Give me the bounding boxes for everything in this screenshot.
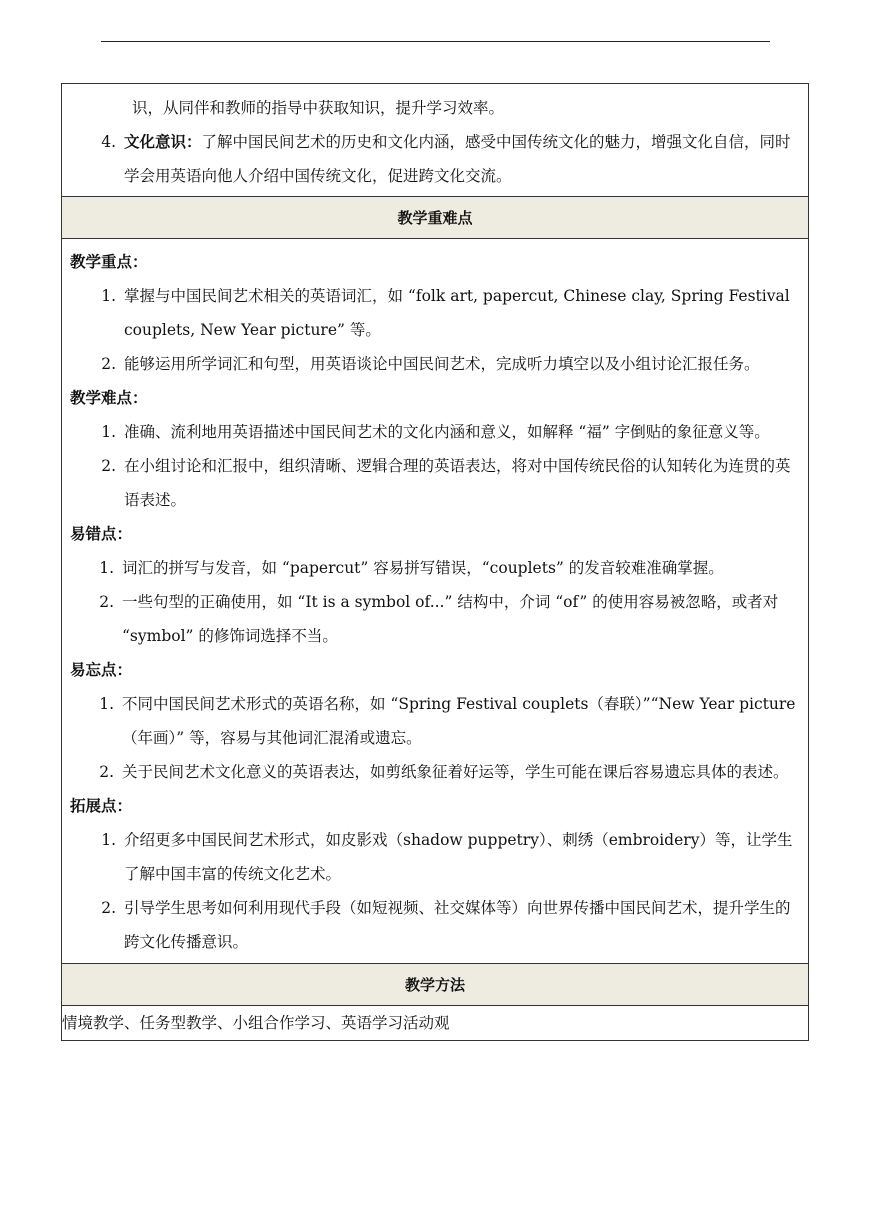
list-number: 1.: [101, 423, 116, 441]
list-text: 能够运用所学词汇和句型，用英语谈论中国民间艺术，完成听力填空以及小组讨论汇报任务。: [124, 355, 760, 373]
key-points-cell: [62, 239, 809, 964]
objective-continued-line: 识，从同伴和教师的指导中获取知识，提升学习效率。: [132, 99, 505, 117]
list-number: 1.: [99, 559, 114, 577]
group-heading: 拓展点：: [70, 796, 133, 815]
list-item: [70, 279, 800, 347]
key-points-header-row: [62, 197, 809, 239]
list-text: 关于民间艺术文化意义的英语表达，如剪纸象征着好运等，学生可能在课后容易遗忘具体的表述。: [122, 763, 789, 781]
list-item: [70, 687, 800, 755]
list-item: [70, 347, 800, 381]
objectives-row: [62, 84, 809, 197]
methods-header-row: [62, 964, 809, 1006]
group-heading: 教学重点：: [70, 252, 148, 271]
list-number: 2.: [99, 763, 114, 781]
objective-item-label: 文化意识：: [124, 132, 202, 151]
list-number: 2.: [99, 593, 114, 611]
list-text: 在小组讨论和汇报中，组织清晰、逻辑合理的英语表达，将对中国传统民俗的认知转化为连贯的英语表述。: [124, 457, 791, 509]
list-number: 1.: [101, 287, 116, 305]
list-number: 2.: [101, 457, 116, 475]
section-title: 教学重难点: [62, 197, 809, 239]
list-item: [70, 449, 800, 517]
methods-content: 情境教学、任务型教学、小组合作学习、英语学习活动观: [62, 1006, 809, 1041]
list-number: 4.: [101, 133, 116, 151]
list-item: [70, 585, 800, 653]
list-item: [70, 891, 800, 959]
objective-item-4: [70, 125, 800, 193]
list-text: 不同中国民间艺术形式的英语名称，如 “Spring Festival couplets（春联）”“New Year picture（年画）” 等，容易与其他词汇混淆或遗忘。: [122, 695, 796, 747]
key-points-row: [62, 239, 809, 964]
list-text: 准确、流利地用英语描述中国民间艺术的文化内涵和意义，如解释 “福” 字倒贴的象征意义等。: [124, 423, 770, 441]
lesson-plan-table: [61, 83, 809, 1041]
list-text: 介绍更多中国民间艺术形式，如皮影戏（shadow puppetry）、刺绣（embroidery）等，让学生了解中国丰富的传统文化艺术。: [124, 831, 793, 883]
list-number: 1.: [101, 831, 116, 849]
list-item: [70, 551, 800, 585]
objective-item-text: 了解中国民间艺术的历史和文化内涵，感受中国传统文化的魅力，增强文化自信，同时学会用英语向他人介绍中国传统文化，促进跨文化交流。: [124, 133, 791, 185]
group-heading: 易错点：: [70, 524, 133, 543]
list-text: 掌握与中国民间艺术相关的英语词汇，如 “folk art, papercut, Chinese clay, Spring Festival couplets, New Year picture” 等。: [124, 287, 790, 339]
list-text: 一些句型的正确使用，如 “It is a symbol of...” 结构中，介词 “of” 的使用容易被忽略，或者对 “symbol” 的修饰词选择不当。: [122, 593, 779, 645]
list-item: [70, 755, 800, 789]
list-text: 词汇的拼写与发音，如 “papercut” 容易拼写错误，“couplets” 的发音较难准确掌握。: [122, 559, 724, 577]
list-number: 2.: [101, 355, 116, 373]
list-number: 1.: [99, 695, 114, 713]
header-rule: [101, 41, 770, 42]
group-heading: 教学难点：: [70, 388, 148, 407]
list-item: [70, 415, 800, 449]
section-title: 教学方法: [62, 964, 809, 1006]
group-heading: 易忘点：: [70, 660, 133, 679]
list-text: 引导学生思考如何利用现代手段（如短视频、社交媒体等）向世界传播中国民间艺术，提升学生的跨文化传播意识。: [124, 899, 791, 951]
list-item: [70, 823, 800, 891]
list-number: 2.: [101, 899, 116, 917]
methods-row: [62, 1006, 809, 1041]
objectives-cell: [62, 84, 809, 197]
